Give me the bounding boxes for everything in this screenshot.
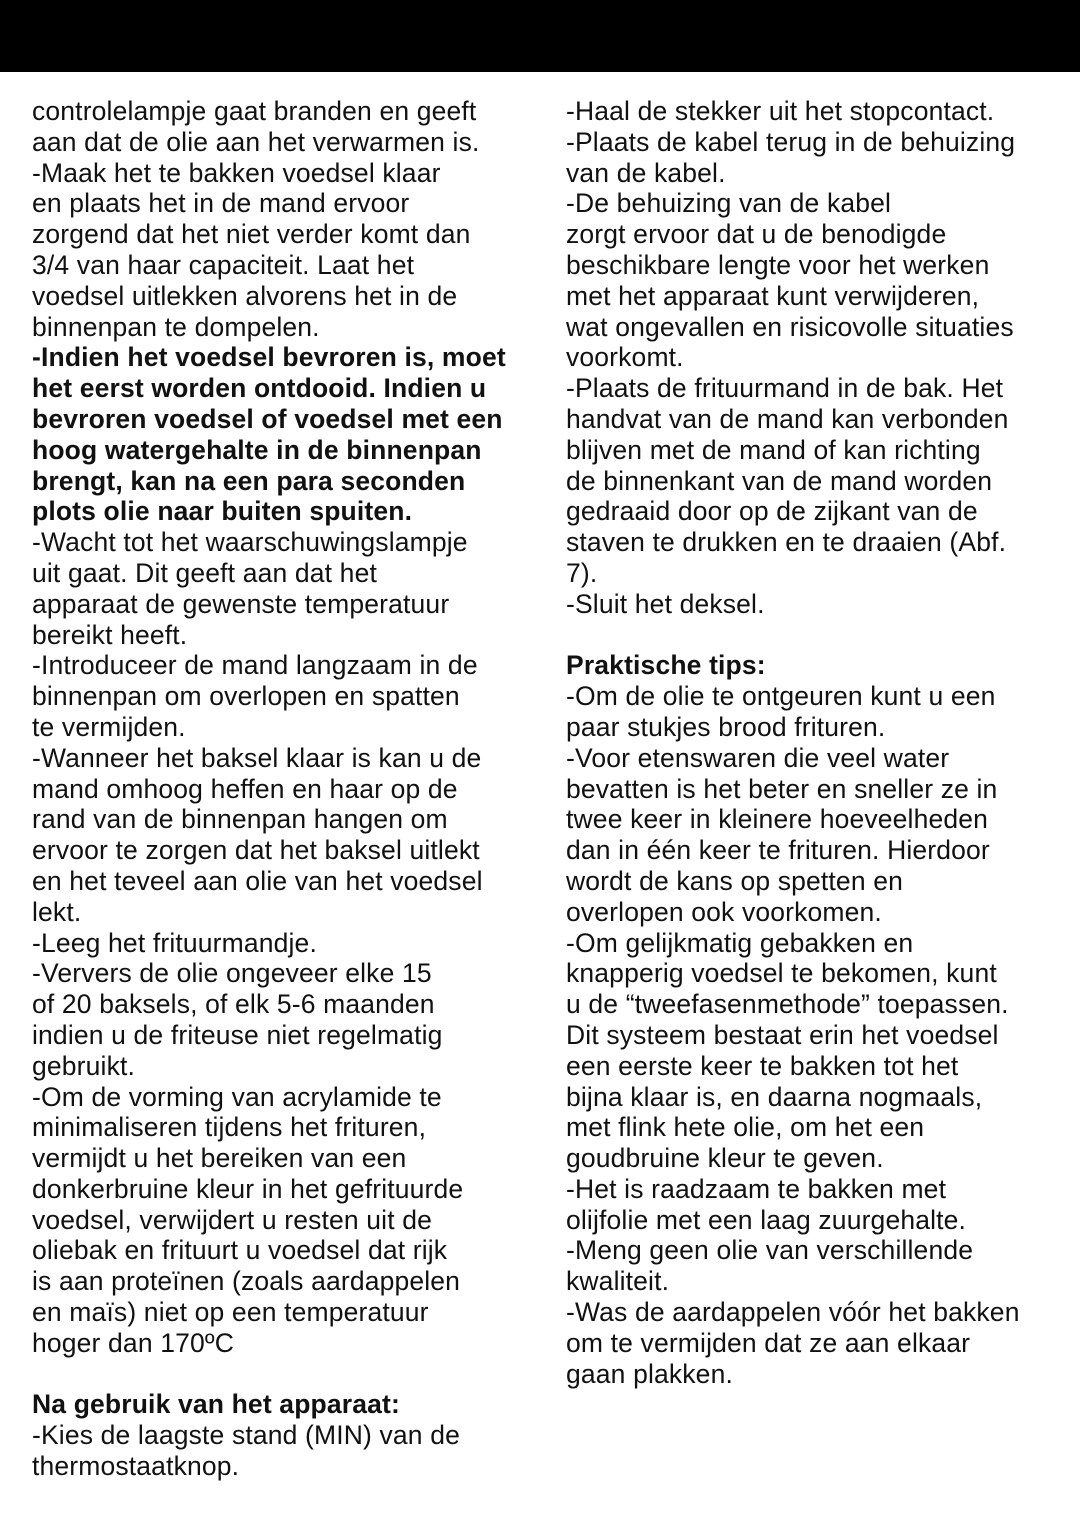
text-line: is aan proteïnen (zoals aardappelen bbox=[32, 1266, 461, 1297]
section-spacer bbox=[32, 1359, 518, 1390]
warning-line: plots olie naar buiten spuiten. bbox=[32, 496, 413, 527]
text-line: een eerste keer te bakken tot het bbox=[566, 1050, 959, 1081]
text-line: mand omhoog heffen en haar op de bbox=[32, 773, 458, 804]
tip-two-phase bbox=[566, 928, 1058, 1174]
text-line: vermijdt u het bereiken van een bbox=[32, 1143, 407, 1174]
text-line: minimaliseren tijdens het frituren, bbox=[32, 1112, 427, 1143]
paragraph-indicator-lamp bbox=[32, 96, 518, 158]
warning-line: bevroren voedsel of voedsel met een bbox=[32, 403, 503, 434]
paragraph-wait-lamp bbox=[32, 527, 518, 650]
paragraph-lift-basket bbox=[32, 743, 518, 928]
paragraph-close-lid bbox=[566, 589, 1058, 620]
text-line: -Haal de stekker uit het stopcontact. bbox=[566, 96, 995, 126]
text-line: -Om de olie te ontgeuren kunt u een bbox=[566, 681, 996, 712]
paragraph-place-basket bbox=[566, 373, 1058, 589]
text-line: -Plaats de frituurmand in de bak. Het bbox=[566, 373, 1004, 404]
text-line: olijfolie met een laag zuurgehalte. bbox=[566, 1204, 967, 1235]
text-line: uit gaat. Dit geeft aan dat het bbox=[32, 557, 377, 588]
paragraph-introduce-basket bbox=[32, 650, 518, 742]
paragraph-cable-back bbox=[566, 127, 1058, 189]
text-line: 7). bbox=[566, 557, 598, 588]
text-line: -De behuizing van de kabel bbox=[566, 188, 892, 219]
text-line: -Ververs de olie ongeveer elke 15 bbox=[32, 958, 432, 989]
text-line: bevatten is het beter en sneller ze in bbox=[566, 773, 998, 804]
text-line: knapperig voedsel te bekomen, kunt bbox=[566, 958, 997, 989]
text-line: bijna klaar is, en daarna nogmaals, bbox=[566, 1081, 983, 1112]
tip-watery-food bbox=[566, 743, 1058, 928]
text-line: -Sluit het deksel. bbox=[566, 588, 765, 619]
text-line: zorgt ervoor dat u de benodigde bbox=[566, 219, 947, 250]
text-line: gaan plakken. bbox=[566, 1358, 733, 1389]
paragraph-cable-housing bbox=[566, 188, 1058, 373]
text-line: hoger dan 170ºC bbox=[32, 1327, 234, 1358]
warning-line: brengt, kan na een para seconden bbox=[32, 465, 466, 496]
text-line: overlopen ook voorkomen. bbox=[566, 896, 882, 927]
tip-wash-potatoes bbox=[566, 1297, 1058, 1389]
text-line: van de kabel. bbox=[566, 157, 726, 188]
text-line: -Om gelijkmatig gebakken en bbox=[566, 927, 914, 958]
text-line: controlelampje gaat branden en geeft bbox=[32, 96, 477, 126]
text-line: binnenpan te dompelen. bbox=[32, 311, 320, 342]
text-line: oliebak en frituurt u voedsel dat rijk bbox=[32, 1235, 448, 1266]
text-line: goudbruine kleur te geven. bbox=[566, 1143, 884, 1174]
warning-line: het eerst worden ontdooid. Indien u bbox=[32, 373, 487, 404]
text-line: -Plaats de kabel terug in de behuizing bbox=[566, 126, 1016, 157]
left-column bbox=[32, 96, 518, 1482]
text-line: -Om de vorming van acrylamide te bbox=[32, 1081, 442, 1112]
paragraph-empty-basket bbox=[32, 928, 518, 959]
text-line: -Maak het te bakken voedsel klaar bbox=[32, 157, 441, 188]
text-line: ervoor te zorgen dat het baksel uitlekt bbox=[32, 835, 480, 866]
text-line: -Wacht tot het waarschuwingslampje bbox=[32, 527, 468, 558]
text-line: gedraaid door op de zijkant van de bbox=[566, 496, 978, 527]
paragraph-unplug bbox=[566, 96, 1058, 127]
paragraph-change-oil bbox=[32, 958, 518, 1081]
text-line: twee keer in kleinere hoeveelheden bbox=[566, 804, 989, 835]
text-line: om te vermijden dat ze aan elkaar bbox=[566, 1327, 971, 1358]
text-line: -Voor etenswaren die veel water bbox=[566, 742, 950, 773]
text-line: binnenpan om overlopen en spatten bbox=[32, 681, 460, 712]
tip-olive-oil bbox=[566, 1174, 1058, 1236]
text-line: u de “tweefasenmethode” toepassen. bbox=[566, 989, 1009, 1020]
text-line: voedsel, verwijdert u resten uit de bbox=[32, 1204, 433, 1235]
text-line: voorkomt. bbox=[566, 342, 684, 373]
right-column bbox=[566, 96, 1058, 1389]
text-line: de binnenkant van de mand worden bbox=[566, 465, 993, 496]
text-line: bereikt heeft. bbox=[32, 619, 188, 650]
text-line: staven te drukken en te draaien (Abf. bbox=[566, 527, 1007, 558]
text-line: donkerbruine kleur in het gefrituurde bbox=[32, 1173, 464, 1204]
warning-line: hoog watergehalte in de binnenpan bbox=[32, 434, 482, 465]
warning-line: -Indien het voedsel bevroren is, moet bbox=[32, 342, 506, 373]
text-line: met het apparaat kunt verwijderen, bbox=[566, 280, 980, 311]
paragraph-acrylamide bbox=[32, 1082, 518, 1359]
text-line: thermostaatknop. bbox=[32, 1451, 240, 1482]
text-line: te vermijden. bbox=[32, 711, 186, 742]
text-line: beschikbare lengte voor het werken bbox=[566, 249, 990, 280]
text-line: wat ongevallen en risicovolle situaties bbox=[566, 311, 1014, 342]
text-line: dan in één keer te frituren. Hierdoor bbox=[566, 835, 990, 866]
tip-deodorize bbox=[566, 681, 1058, 743]
warning-frozen-food bbox=[32, 342, 518, 527]
section-heading-tips: Praktische tips: bbox=[566, 650, 766, 681]
text-line: en het teveel aan olie van het voedsel bbox=[32, 865, 483, 896]
section-heading-after-use: Na gebruik van het apparaat: bbox=[32, 1389, 400, 1420]
header-bar bbox=[0, 0, 1080, 72]
tip-no-mixing bbox=[566, 1235, 1058, 1297]
text-line: 3/4 van haar capaciteit. Laat het bbox=[32, 249, 415, 280]
text-line: en plaats het in de mand ervoor bbox=[32, 188, 410, 219]
text-line: -Wanneer het baksel klaar is kan u de bbox=[32, 742, 482, 773]
text-line: kwaliteit. bbox=[566, 1266, 670, 1297]
text-line: indien u de friteuse niet regelmatig bbox=[32, 1019, 443, 1050]
text-line: -Kies de laagste stand (MIN) van de bbox=[32, 1420, 460, 1451]
text-line: paar stukjes brood frituren. bbox=[566, 711, 886, 742]
text-line: met flink hete olie, om het een bbox=[566, 1112, 925, 1143]
text-line: en maïs) niet op een temperatuur bbox=[32, 1297, 429, 1328]
text-line: gebruikt. bbox=[32, 1050, 135, 1081]
text-line: aan dat de olie aan het verwarmen is. bbox=[32, 126, 480, 157]
paragraph-thermostat bbox=[32, 1420, 518, 1482]
paragraph-prepare-food bbox=[32, 158, 518, 343]
text-line: rand van de binnenpan hangen om bbox=[32, 804, 448, 835]
text-line: Dit systeem bestaat erin het voedsel bbox=[566, 1019, 999, 1050]
text-line: -Het is raadzaam te bakken met bbox=[566, 1173, 947, 1204]
text-line: handvat van de mand kan verbonden bbox=[566, 403, 1009, 434]
text-line: of 20 baksels, of elk 5-6 maanden bbox=[32, 989, 435, 1020]
text-line: wordt de kans op spetten en bbox=[566, 865, 903, 896]
text-line: -Leeg het frituurmandje. bbox=[32, 927, 317, 958]
text-line: apparaat de gewenste temperatuur bbox=[32, 588, 450, 619]
section-spacer bbox=[566, 620, 1058, 651]
text-line: -Was de aardappelen vóór het bakken bbox=[566, 1297, 1020, 1328]
text-line: -Meng geen olie van verschillende bbox=[566, 1235, 974, 1266]
text-line: lekt. bbox=[32, 896, 82, 927]
text-line: blijven met de mand of kan richting bbox=[566, 434, 981, 465]
text-line: zorgend dat het niet verder komt dan bbox=[32, 219, 471, 250]
text-line: -Introduceer de mand langzaam in de bbox=[32, 650, 478, 681]
text-line: voedsel uitlekken alvorens het in de bbox=[32, 280, 458, 311]
